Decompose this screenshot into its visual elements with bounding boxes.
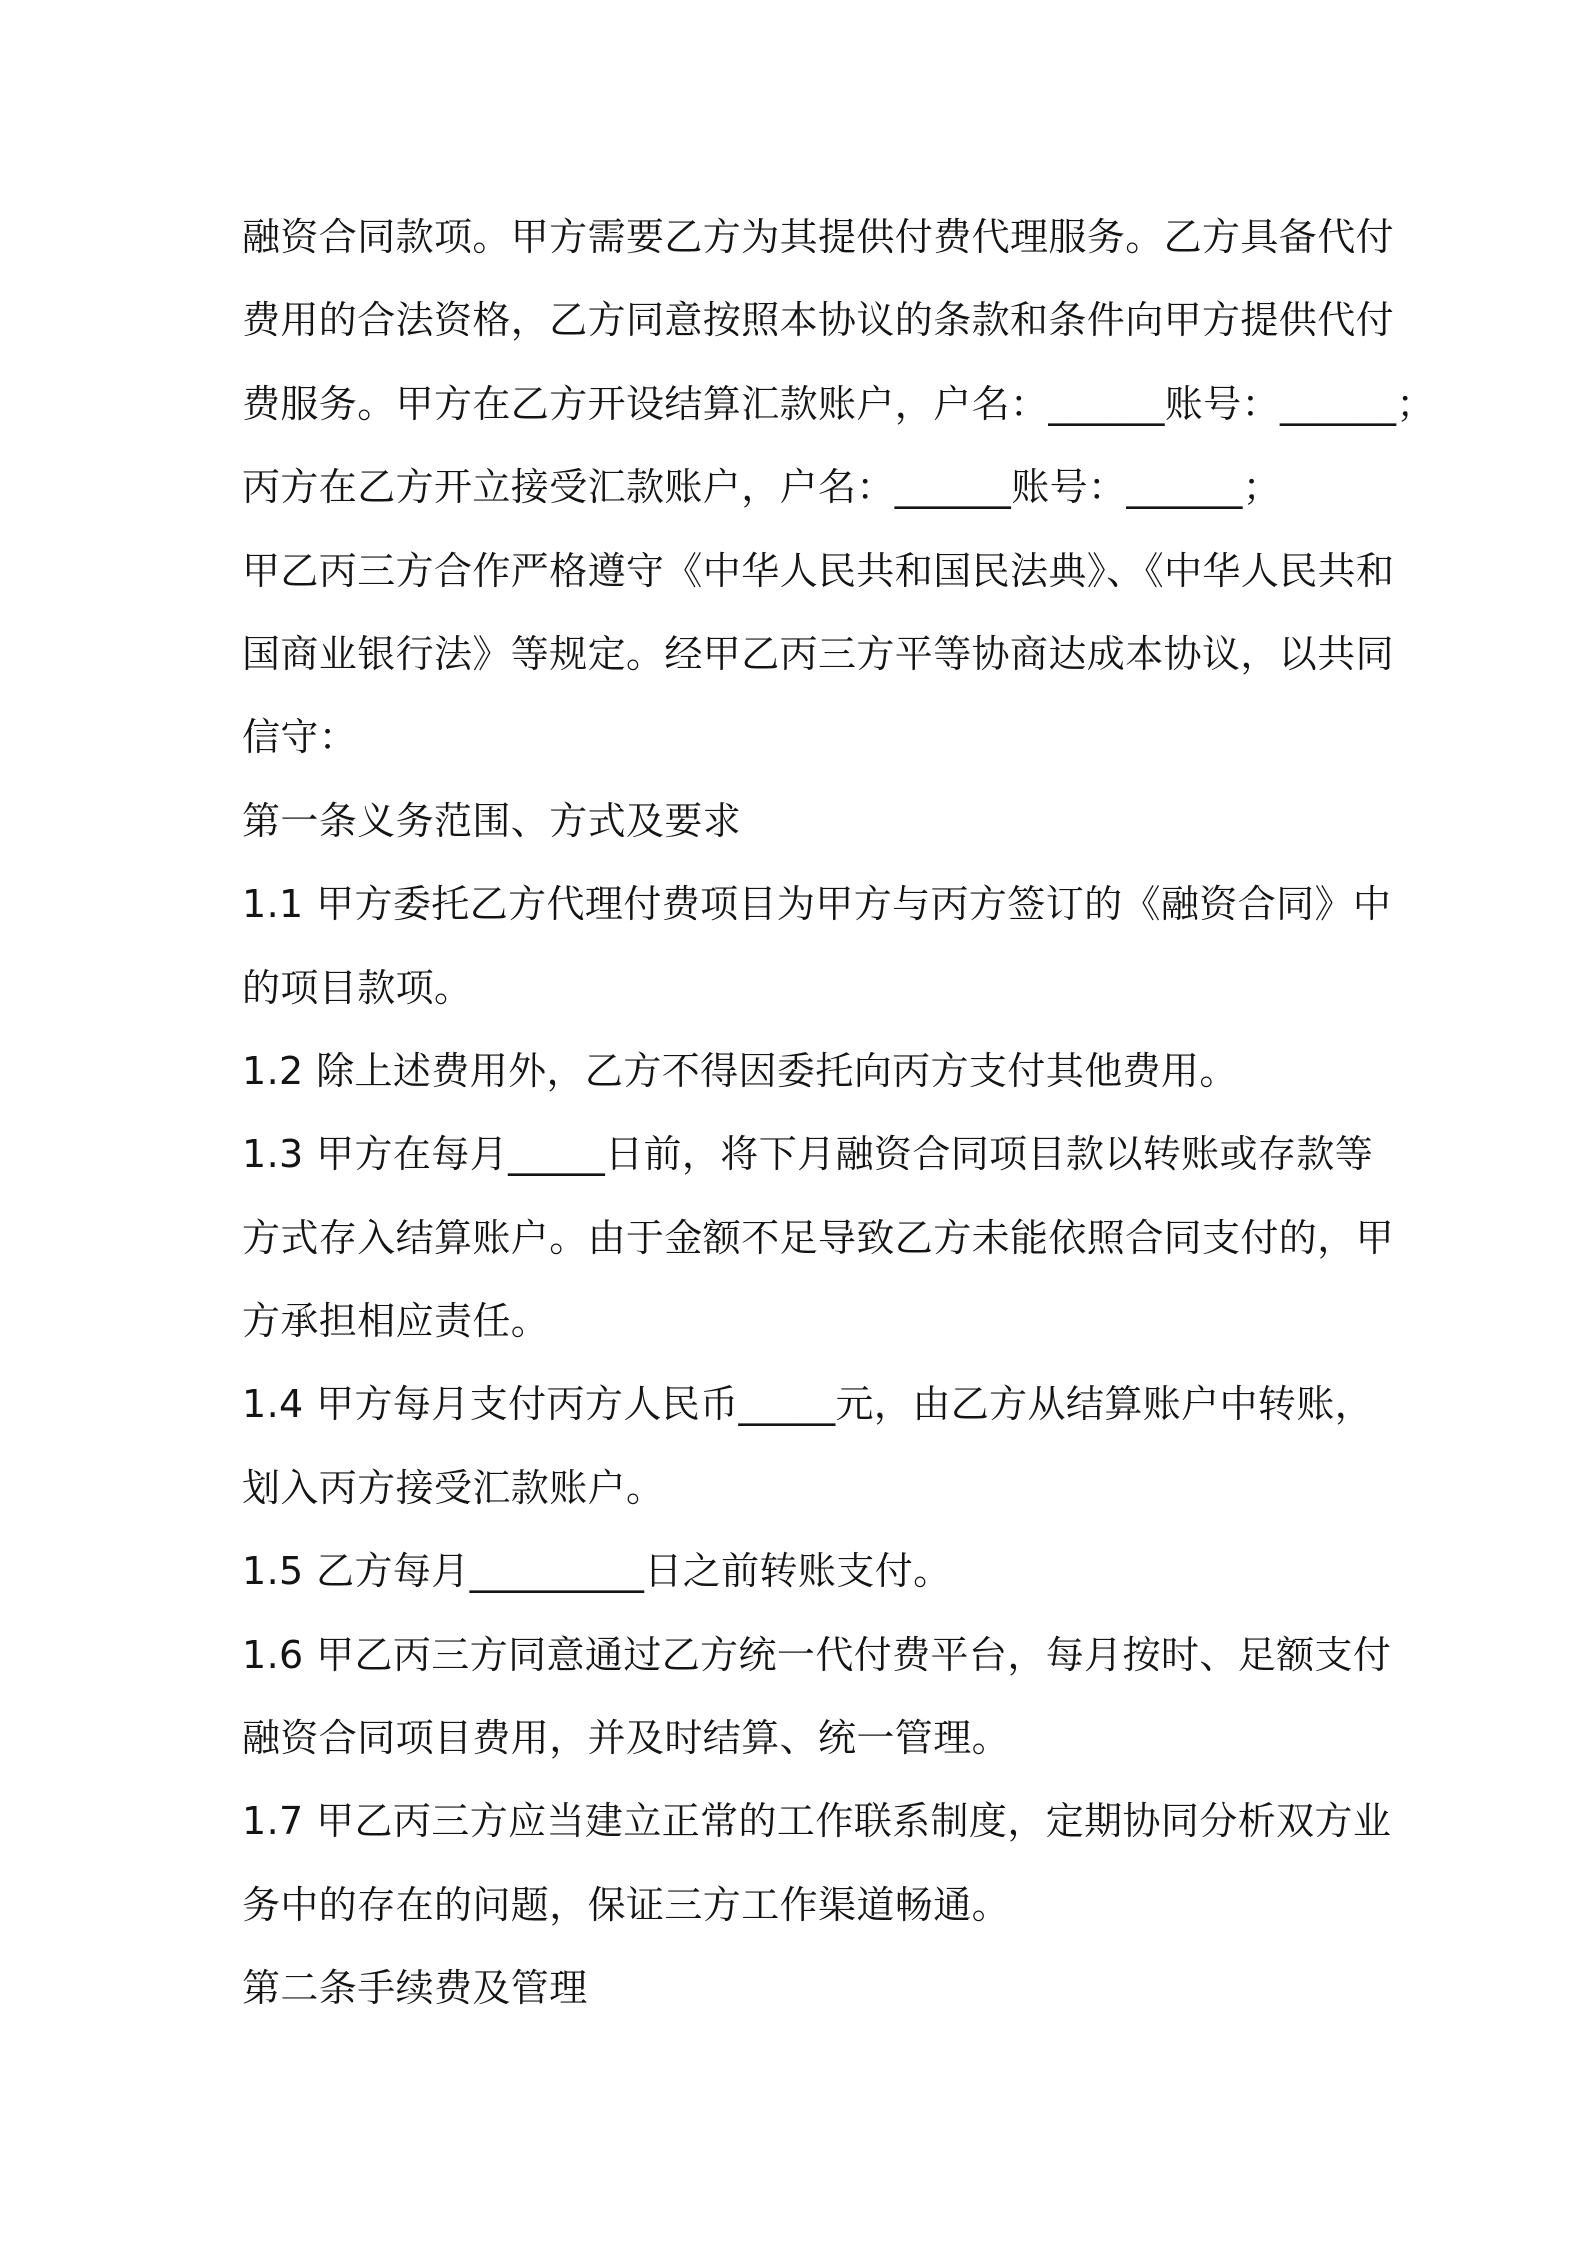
clause-line: 方式存入结算账户。由于金额不足导致乙方未能依照合同支付的，甲 xyxy=(242,1215,1395,1260)
clause-line: 划入丙方接受汇款账户。 xyxy=(242,1465,665,1510)
clause-line: 融资合同项目费用，并及时结算、统一管理。 xyxy=(242,1716,1011,1761)
clause-line: 方承担相应责任。 xyxy=(242,1299,550,1344)
clause-line: 1.4 甲方每月支付丙方人民币_____元，由乙方从结算账户中转账， xyxy=(242,1382,1374,1427)
section-heading: 第二条手续费及管理 xyxy=(242,1966,588,2011)
text-line: 国商业银行法》等规定。经甲乙丙三方平等协商达成本协议，以共同 xyxy=(242,631,1395,676)
document-page xyxy=(242,196,1435,2031)
clause-line: 1.3 甲方在每月_____日前，将下月融资合同项目款以转账或存款等 xyxy=(242,1132,1374,1177)
text-line: 费用的合法资格，乙方同意按照本协议的条款和条件向甲方提供代付 xyxy=(242,298,1395,343)
clause-line: 1.6 甲乙丙三方同意通过乙方统一代付费平台，每月按时、足额支付 xyxy=(242,1632,1392,1677)
clause-line: 的项目款项。 xyxy=(242,965,473,1010)
text-line: 融资合同款项。甲方需要乙方为其提供付费代理服务。乙方具备代付 xyxy=(242,215,1395,259)
text-line: 丙方在乙方开立接受汇款账户，户名：______账号：______； xyxy=(242,465,1282,510)
clause-line: 1.2 除上述费用外，乙方不得因委托向丙方支付其他费用。 xyxy=(242,1048,1238,1093)
text-line: 信守： xyxy=(242,715,358,760)
text-line: 费服务。甲方在乙方开设结算汇款账户，户名：______账号：______； xyxy=(242,381,1435,426)
clause-line: 1.1 甲方委托乙方代理付费项目为甲方与丙方签订的《融资合同》中 xyxy=(242,882,1392,927)
clause-line: 务中的存在的问题，保证三方工作渠道畅通。 xyxy=(242,1882,1011,1927)
text-line: 甲乙丙三方合作严格遵守《中华人民共和国民法典》、《中华人民共和 xyxy=(242,548,1395,593)
clause-line: 1.7 甲乙丙三方应当建立正常的工作联系制度，定期协同分析双方业 xyxy=(242,1799,1392,1844)
clause-line: 1.5 乙方每月_________日之前转账支付。 xyxy=(242,1549,952,1594)
section-heading: 第一条义务范围、方式及要求 xyxy=(242,798,742,843)
